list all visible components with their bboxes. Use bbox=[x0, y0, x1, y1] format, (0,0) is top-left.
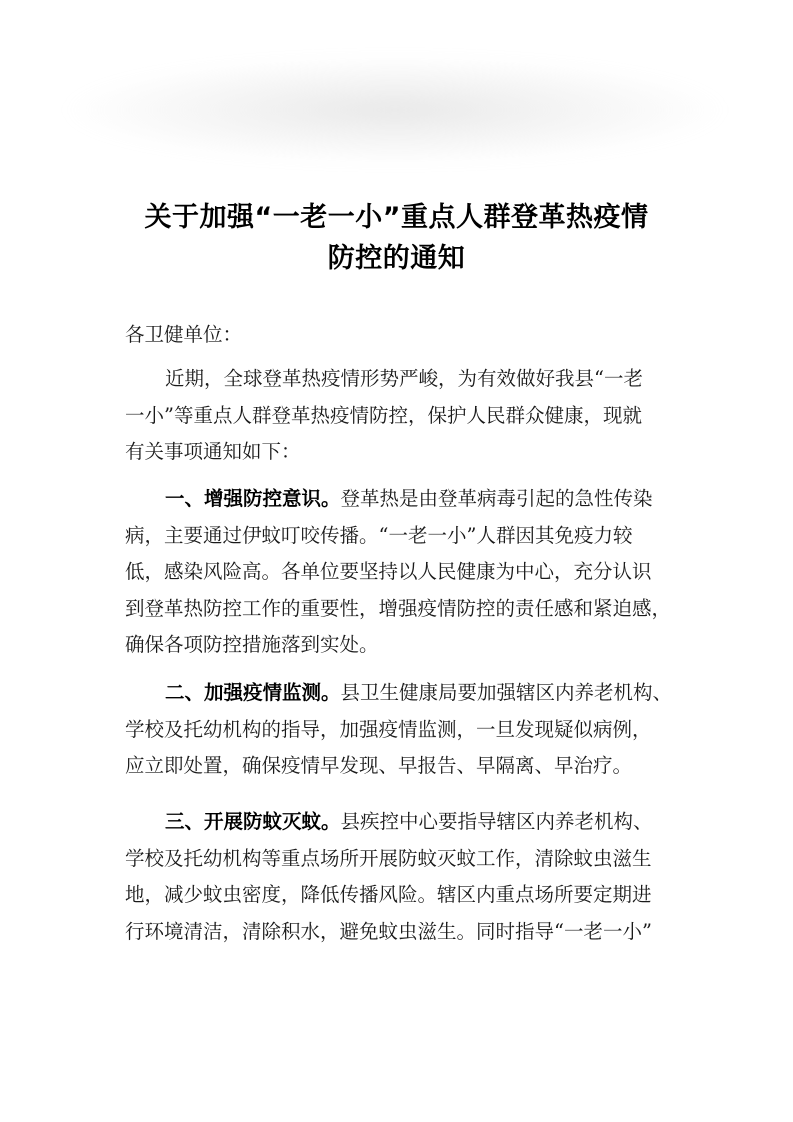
section-2-heading: 二、加强疫情监测。 bbox=[165, 681, 341, 704]
section-1-paragraph bbox=[125, 481, 685, 664]
section-3-text: 县疾控中心要指导辖区内养老机构、 bbox=[340, 810, 653, 833]
section-1-line: 确保各项防控措施落到实处。 bbox=[125, 633, 379, 656]
section-3-first-line bbox=[125, 804, 685, 841]
intro-paragraph bbox=[125, 361, 685, 471]
intro-line: 近期，全球登革热疫情形势严峻，为有效做好我县“一老 bbox=[165, 367, 643, 390]
section-3-line: 学校及托幼机构等重点场所开展防蚊灭蚊工作，清除蚊虫滋生 bbox=[125, 846, 652, 870]
section-3-line: 地，减少蚊虫密度，降低传播风险。辖区内重点场所要定期进 bbox=[125, 883, 652, 906]
section-2-paragraph bbox=[125, 675, 685, 785]
section-2-first-line bbox=[125, 675, 685, 712]
section-2-line: 学校及托幼机构的指导，加强疫情监测，一旦发现疑似病例， bbox=[125, 717, 652, 741]
section-1-text: 登革热是由登革病毒引起的急性传染 bbox=[340, 487, 653, 510]
section-1-first-line bbox=[125, 481, 685, 518]
section-3-paragraph bbox=[125, 804, 685, 950]
section-3-heading: 三、开展防蚊灭蚊。 bbox=[165, 810, 341, 833]
section-1-line: 到登革热防控工作的重要性，增强疫情防控的责任感和紧迫感， bbox=[125, 596, 672, 620]
section-2-line: 应立即处置，确保疫情早发现、早报告、早隔离、早治疗。 bbox=[125, 754, 633, 777]
section-1-line: 病，主要通过伊蚊叮咬传播。“一老一小”人群因其免疫力较 bbox=[125, 523, 633, 547]
faded-letterhead bbox=[60, 55, 730, 165]
document-title-line-2: 防控的通知 bbox=[327, 243, 466, 274]
section-3-line: 行环境清洁，清除积水，避免蚊虫滋生。同时指导“一老一小” bbox=[125, 919, 652, 943]
intro-line: 有关事项通知如下： bbox=[125, 440, 301, 463]
document-title-line-1: 关于加强“一老一小”重点人群登革热疫情 bbox=[144, 202, 649, 233]
salutation: 各卫健单位： bbox=[125, 323, 243, 346]
section-2-text: 县卫生健康局要加强辖区内养老机构、 bbox=[340, 681, 673, 704]
section-1-line: 低，感染风险高。各单位要坚持以人民健康为中心，充分认识 bbox=[125, 560, 652, 583]
intro-line: 一小”等重点人群登革热疫情防控，保护人民群众健康，现就 bbox=[125, 403, 642, 427]
section-1-heading: 一、增强防控意识。 bbox=[165, 487, 341, 510]
